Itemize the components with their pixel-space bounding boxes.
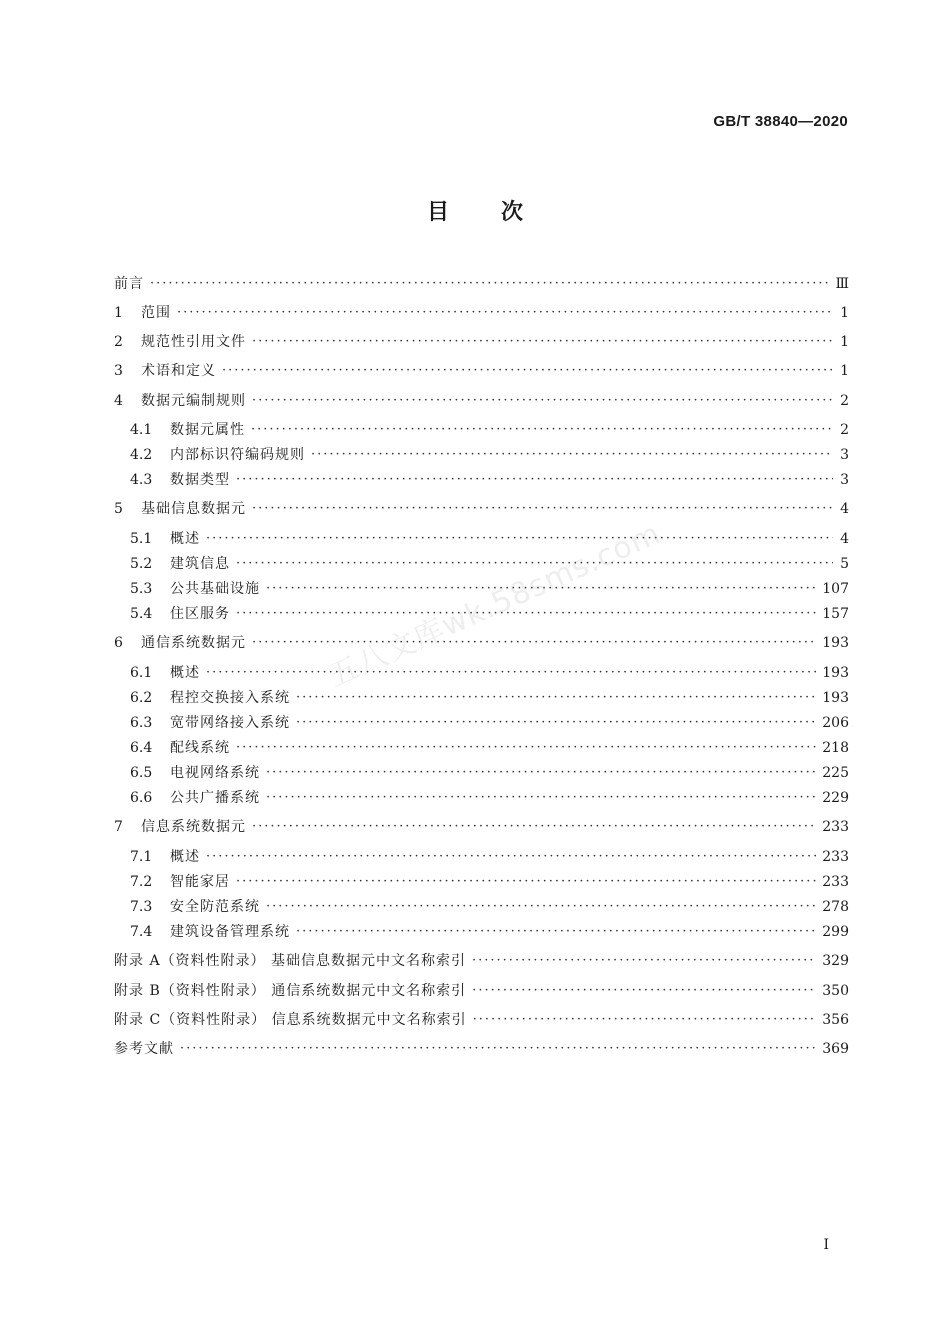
- toc-entry-page: 193: [822, 635, 849, 651]
- toc-entry-title: 公共基础设施: [170, 581, 260, 597]
- standard-number: GB/T 38840—2020: [713, 113, 848, 130]
- dot-leader: [311, 444, 833, 466]
- toc-entry[interactable]: [114, 302, 849, 324]
- toc-entry-page: 233: [822, 849, 849, 865]
- dot-leader: [177, 302, 833, 324]
- toc-entry-title: 基础信息数据元: [141, 501, 246, 517]
- toc-entry-number: 6.4: [130, 740, 153, 756]
- toc-entry-page: Ⅲ: [835, 276, 849, 292]
- toc-entry-number: 7.2: [130, 874, 153, 890]
- toc-entry-page: 1: [840, 334, 849, 350]
- toc-entry-number: 6.1: [130, 665, 153, 681]
- toc-entry[interactable]: [114, 787, 849, 809]
- dot-leader: [251, 419, 833, 441]
- toc-entry-title: 内部标识符编码规则: [170, 447, 305, 463]
- toc-entry-title: 概述: [170, 665, 200, 681]
- toc-entry-title: 参考文献: [114, 1041, 174, 1057]
- toc-entry-title: 范围: [141, 305, 171, 321]
- toc-entry-page: 225: [822, 765, 849, 781]
- toc-entry-number: 5.2: [130, 556, 153, 572]
- toc-entry[interactable]: [114, 1009, 849, 1031]
- dot-leader: [206, 662, 816, 684]
- toc-entry-page: 1: [840, 363, 849, 379]
- toc-entry-page: 206: [822, 715, 849, 731]
- toc-entry-number: 7.3: [130, 899, 153, 915]
- toc-entry-title: 数据元属性: [170, 422, 245, 438]
- toc-entry-page: 157: [822, 606, 849, 622]
- toc-entry-number: 5.3: [130, 581, 153, 597]
- toc-entry-number: 4.3: [130, 472, 153, 488]
- toc-entry-page: 2: [840, 393, 849, 409]
- toc-entry-number: 6: [114, 635, 123, 651]
- dot-leader: [296, 712, 816, 734]
- dot-leader: [236, 871, 816, 893]
- toc-entry-title: 建筑信息: [170, 556, 230, 572]
- toc-entry-title: 前言: [114, 276, 144, 292]
- toc-entry[interactable]: [114, 921, 849, 943]
- toc-entry[interactable]: [114, 469, 849, 491]
- dot-leader: [296, 687, 816, 709]
- toc-entry-title: 规范性引用文件: [141, 334, 246, 350]
- toc-entry-page: 3: [840, 472, 849, 488]
- toc-entry-title: 住区服务: [170, 606, 230, 622]
- toc-entry-title: 数据元编制规则: [141, 393, 246, 409]
- toc-entry[interactable]: [114, 528, 849, 550]
- toc-entry-number: 5: [114, 501, 123, 517]
- toc-entry-title: 附录 C（资料性附录） 信息系统数据元中文名称索引: [114, 1012, 467, 1028]
- dot-leader: [252, 390, 833, 412]
- toc-entry-page: 193: [822, 690, 849, 706]
- toc-entry-page: 278: [822, 899, 849, 915]
- toc-entry-number: 6.3: [130, 715, 153, 731]
- dot-leader: [252, 816, 816, 838]
- toc-entry[interactable]: [114, 662, 849, 684]
- toc-entry-number: 2: [114, 334, 123, 350]
- toc-entry-number: 6.6: [130, 790, 153, 806]
- toc-entry-page: 299: [822, 924, 849, 940]
- toc-entry-page: 2: [840, 422, 849, 438]
- toc-entry[interactable]: [114, 331, 849, 353]
- dot-leader: [252, 498, 833, 520]
- toc-entry[interactable]: [114, 896, 849, 918]
- toc-entry[interactable]: [114, 762, 849, 784]
- toc-entry-title: 附录 B（资料性附录） 通信系统数据元中文名称索引: [114, 983, 467, 999]
- toc-entry-page: 233: [822, 874, 849, 890]
- toc-entry-page: 218: [822, 740, 849, 756]
- toc-entry-page: 3: [840, 447, 849, 463]
- page-title: 目次: [426, 200, 575, 225]
- toc-entry[interactable]: [114, 1038, 849, 1060]
- toc-entry-number: 6.5: [130, 765, 153, 781]
- dot-leader: [473, 1009, 817, 1031]
- toc-entry[interactable]: [114, 846, 849, 868]
- toc-entry-title: 程控交换接入系统: [170, 690, 290, 706]
- toc-entry[interactable]: [114, 950, 849, 972]
- toc-entry-page: 1: [840, 305, 849, 321]
- dot-leader: [252, 331, 833, 353]
- toc-entry-page: 107: [822, 581, 849, 597]
- toc-entry-page: 4: [840, 501, 849, 517]
- toc-entry-page: 369: [822, 1041, 849, 1057]
- toc-entry[interactable]: [114, 390, 849, 412]
- toc-entry-title: 信息系统数据元: [141, 819, 246, 835]
- toc-entry[interactable]: [114, 712, 849, 734]
- dot-leader: [222, 360, 833, 382]
- dot-leader: [472, 950, 816, 972]
- toc-entry-title: 公共广播系统: [170, 790, 260, 806]
- toc-entry-number: 7: [114, 819, 123, 835]
- dot-leader: [266, 787, 816, 809]
- toc-entry-number: 4: [114, 393, 123, 409]
- toc-entry-page: 233: [822, 819, 849, 835]
- toc-entry-page: 329: [822, 953, 849, 969]
- dot-leader: [472, 980, 816, 1002]
- toc-entry[interactable]: [114, 737, 849, 759]
- toc-entry-number: 7.1: [130, 849, 153, 865]
- toc-entry-number: 7.4: [130, 924, 153, 940]
- toc-entry-page: 4: [840, 531, 849, 547]
- toc-entry-number: 3: [114, 363, 123, 379]
- toc-entry[interactable]: [114, 498, 849, 520]
- watermark: 五八文库wk.58sms.com: [323, 515, 667, 695]
- toc-entry[interactable]: [114, 871, 849, 893]
- toc-entry-number: 5.1: [130, 531, 153, 547]
- toc-entry-page: 193: [822, 665, 849, 681]
- toc-entry[interactable]: [114, 419, 849, 441]
- toc-entry-title: 配线系统: [170, 740, 230, 756]
- toc-entry-page: 350: [822, 983, 849, 999]
- toc-entry[interactable]: [114, 553, 849, 575]
- toc-entry-title: 智能家居: [170, 874, 230, 890]
- toc-entry-page: 356: [822, 1012, 849, 1028]
- toc-entry-page: 229: [822, 790, 849, 806]
- toc-entry[interactable]: [114, 632, 849, 654]
- dot-leader: [236, 737, 816, 759]
- toc-entry-number: 6.2: [130, 690, 153, 706]
- toc-entry-page: 5: [840, 556, 849, 572]
- dot-leader: [180, 1038, 816, 1060]
- toc-entry[interactable]: [114, 816, 849, 838]
- dot-leader: [206, 846, 816, 868]
- dot-leader: [296, 921, 816, 943]
- toc-entry-title: 术语和定义: [141, 363, 216, 379]
- toc-entry-number: 5.4: [130, 606, 153, 622]
- toc-entry-number: 4.1: [130, 422, 153, 438]
- dot-leader: [266, 762, 816, 784]
- toc-entry-number: 1: [114, 305, 123, 321]
- toc-entry[interactable]: [114, 360, 849, 382]
- toc-entry-title: 安全防范系统: [170, 899, 260, 915]
- toc-entry-title: 概述: [170, 849, 200, 865]
- dot-leader: [236, 469, 833, 491]
- toc-entry-title: 建筑设备管理系统: [170, 924, 290, 940]
- toc-entry-title: 数据类型: [170, 472, 230, 488]
- toc-entry-title: 概述: [170, 531, 200, 547]
- toc-entry-title: 附录 A（资料性附录） 基础信息数据元中文名称索引: [114, 953, 467, 969]
- page-number: I: [823, 1237, 829, 1253]
- dot-leader: [150, 273, 829, 295]
- toc-entry[interactable]: [114, 687, 849, 709]
- dot-leader: [206, 528, 833, 550]
- toc-entry[interactable]: [114, 444, 849, 466]
- toc-entry-title: 电视网络系统: [170, 765, 260, 781]
- toc-entry[interactable]: [114, 273, 849, 295]
- toc-entry-number: 4.2: [130, 447, 153, 463]
- toc-entry-title: 宽带网络接入系统: [170, 715, 290, 731]
- dot-leader: [266, 896, 816, 918]
- toc-entry-title: 通信系统数据元: [141, 635, 246, 651]
- toc-entry[interactable]: [114, 980, 849, 1002]
